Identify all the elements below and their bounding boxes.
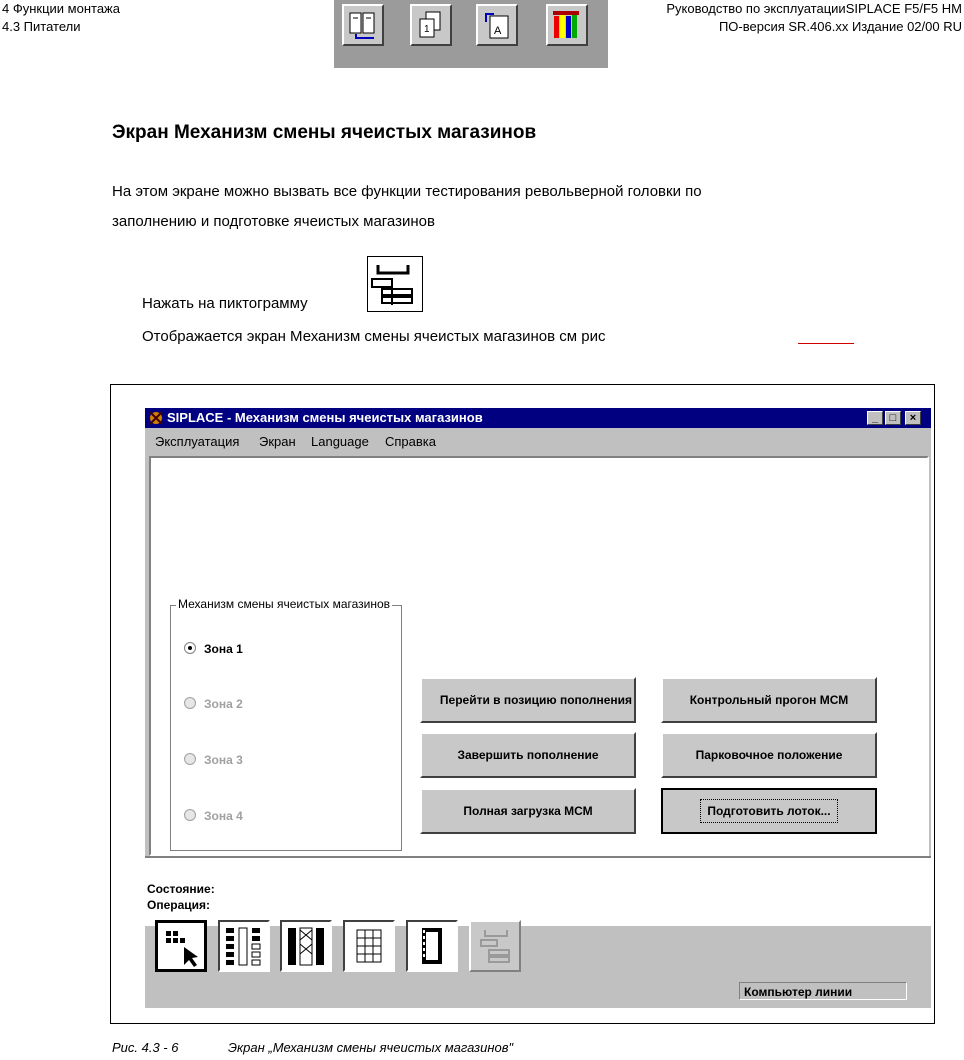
magazine-exchange-icon [367, 256, 423, 312]
library-books-icon[interactable] [546, 4, 588, 46]
intro-line-2: заполнению и подготовке ячеистых магазинов [112, 213, 435, 230]
radio-icon [184, 753, 196, 765]
magazine-grid-tool[interactable] [218, 920, 270, 972]
window-title: SIPLACE - Механизм смены ячеистых магазинов [167, 410, 483, 425]
menu-help[interactable]: Справка [385, 434, 436, 449]
full-load-button[interactable]: Полная загрузка МСМ [420, 788, 636, 834]
menu-screen[interactable]: Экран [259, 434, 296, 449]
zone-group-title: Механизм смены ячеистых магазинов [178, 597, 391, 611]
minimize-button[interactable]: _ [867, 411, 883, 425]
intro-line-1: На этом экране можно вызвать все функции тестирования револьверной головки по [112, 183, 702, 200]
svg-text:1: 1 [424, 24, 430, 35]
menu-language[interactable]: Language [311, 434, 369, 449]
siplace-logo-icon [148, 410, 164, 426]
status-area [145, 856, 931, 926]
radio-zone-4[interactable]: Зона 4 [184, 809, 243, 823]
nav-icon-bar [334, 0, 608, 68]
select-pointer-tool[interactable] [155, 920, 207, 972]
header-section: 4.3 Питатели [2, 19, 81, 34]
line-computer-panel: Компьютер линии [739, 982, 907, 1000]
step-press-icon: Нажать на пиктограмму [142, 295, 308, 312]
document-a-icon[interactable] [476, 4, 518, 46]
radio-icon [184, 697, 196, 709]
header-chapter: 4 Функции монтажа [2, 1, 120, 16]
operation-label: Операция: [147, 898, 211, 912]
status-label: Состояние: [147, 882, 215, 896]
radio-zone-2[interactable]: Зона 2 [184, 697, 243, 711]
park-position-button[interactable]: Парковочное положение [661, 732, 877, 778]
figure-reference-blank [798, 343, 854, 344]
tray-grid-tool[interactable] [343, 920, 395, 972]
menu-operation[interactable]: Эксплуатация [155, 434, 240, 449]
radio-icon [184, 809, 196, 821]
magazine-cross-tool[interactable] [280, 920, 332, 972]
prepare-tray-button[interactable]: Подготовить лоток... [661, 788, 877, 834]
close-button[interactable]: × [905, 411, 921, 425]
copy-pages-icon[interactable] [410, 4, 452, 46]
test-run-button[interactable]: Контрольный прогон МСМ [661, 677, 877, 723]
tape-feeder-tool[interactable] [406, 920, 458, 972]
maximize-button[interactable]: □ [885, 411, 901, 425]
magazine-exchange-tool[interactable] [469, 920, 521, 972]
radio-zone-1[interactable]: Зона 1 [184, 642, 243, 656]
radio-zone-3[interactable]: Зона 3 [184, 753, 243, 767]
section-title: Экран Механизм смены ячеистых магазинов [112, 122, 537, 143]
figure-caption-number: Рис. 4.3 - 6 [112, 1040, 179, 1055]
status-bar [145, 978, 931, 1004]
title-bar [145, 408, 931, 428]
header-manual: Руководство по эксплуатацииSIPLACE F5/F5 HM [666, 1, 962, 16]
goto-refill-button[interactable]: Перейти в позицию пополнения [420, 677, 636, 723]
step-screen-shown: Отображается экран Механизм смены ячеистых магазинов см рис [142, 328, 606, 345]
radio-selected-icon [184, 642, 196, 654]
header-version: ПО-версия SR.406.xx Издание 02/00 RU [718, 19, 962, 34]
menu-bar [145, 430, 931, 452]
svg-text:A: A [494, 25, 502, 37]
book-pages-icon[interactable] [342, 4, 384, 46]
figure-caption-text: Экран „Механизм смены ячеистых магазинов" [228, 1040, 514, 1055]
finish-refill-button[interactable]: Завершить пополнение [420, 732, 636, 778]
